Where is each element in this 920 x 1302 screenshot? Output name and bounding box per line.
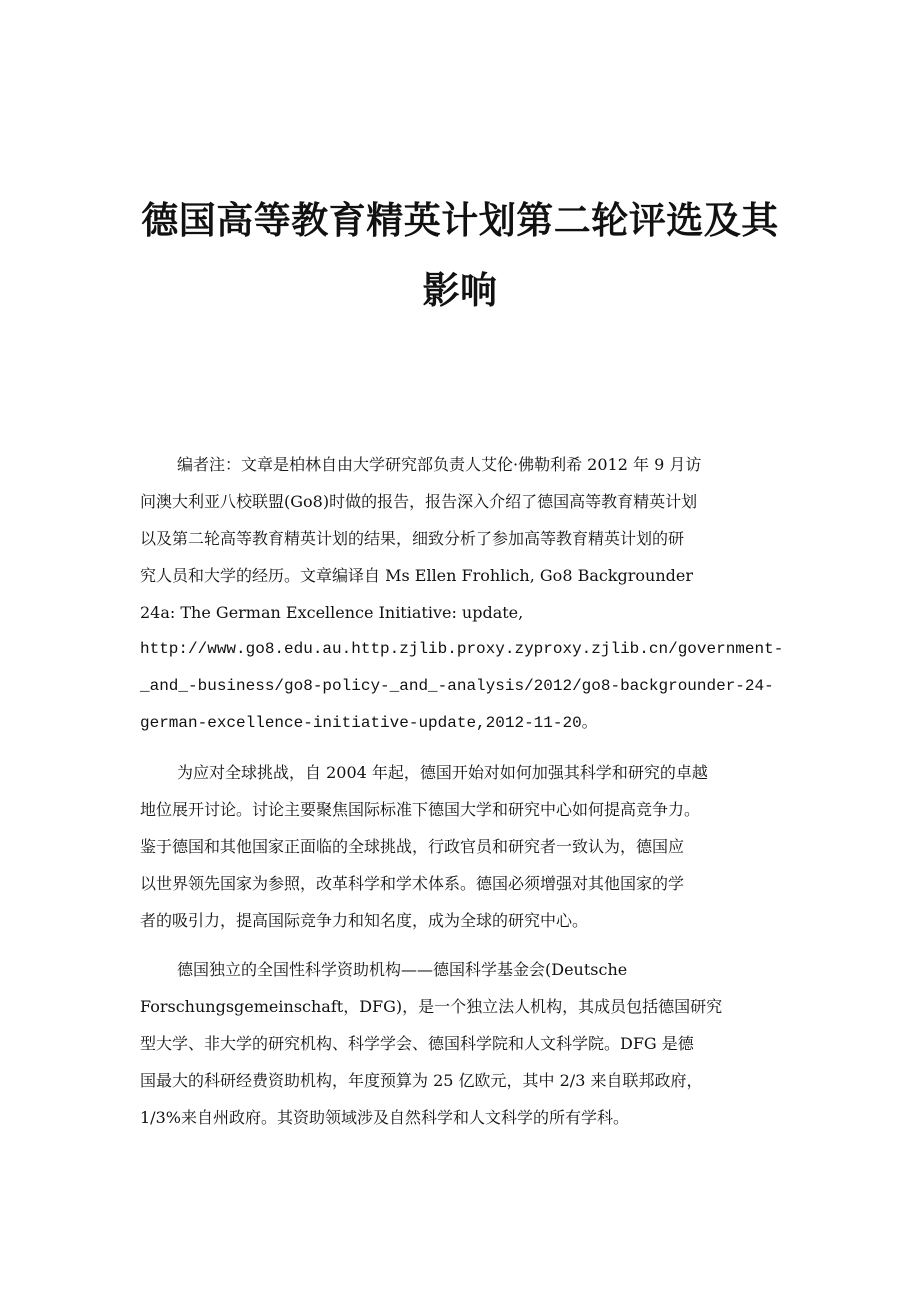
paragraph-line: 鉴于德国和其他国家正面临的全球挑战，行政官员和研究者一致认为，德国应 (140, 837, 685, 856)
paragraph-line: 究人员和大学的经历。文章编译自 Ms Ellen Frohlich, Go8 Backgrounder (140, 566, 694, 585)
paragraph-line: 德国独立的全国性科学资助机构——德国科学基金会(Deutsche (177, 960, 628, 979)
paragraph-line: 以世界领先国家为参照，改革科学和学术体系。德国必须增强对其他国家的学 (140, 874, 685, 893)
editor-note-paragraph (140, 446, 784, 742)
source-url-line: _and_-business/go8-policy-_and_-analysis/2012/go8-backgrounder-24- (140, 677, 774, 695)
title-line-1: 德国高等教育精英计划第二轮评选及其 (141, 199, 779, 242)
paragraph-line: Forschungsgemeinschaft，DFG)，是一个独立法人机构，其成员包括德国研究 (140, 997, 723, 1016)
paragraph-line: 地位展开讨论。讨论主要聚焦国际标准下德国大学和研究中心如何提高竞争力。 (140, 800, 701, 819)
paragraph-line: 24a: The German Excellence Initiative: update, (140, 603, 524, 622)
global-challenge-paragraph (140, 754, 780, 939)
source-url-line: http://www.go8.edu.au.http.zjlib.proxy.zyproxy.zjlib.cn/government- (140, 640, 784, 658)
paragraph-line: 问澳大利亚八校联盟(Go8)时做的报告，报告深入介绍了德国高等教育精英计划 (140, 492, 698, 511)
dfg-paragraph (140, 951, 780, 1136)
paragraph-line: 国最大的科研经费资助机构，年度预算为 25 亿欧元，其中 2/3 来自联邦政府， (140, 1071, 703, 1090)
paragraph-line: 型大学、非大学的研究机构、科学学会、德国科学院和人文科学院。DFG 是德 (140, 1034, 694, 1053)
paragraph-line: 1/3%来自州政府。其资助领域涉及自然科学和人文科学的所有学科。 (140, 1108, 629, 1127)
paragraph-line: 者的吸引力，提高国际竞争力和知名度，成为全球的研究中心。 (140, 911, 589, 930)
paragraph-line: 为应对全球挑战，自 2004 年起，德国开始对如何加强其科学和研究的卓越 (177, 763, 708, 782)
paragraph-line: 以及第二轮高等教育精英计划的结果，细致分析了参加高等教育精英计划的研 (140, 529, 685, 548)
document-title (140, 186, 780, 326)
paragraph-line: 编者注：文章是柏林自由大学研究部负责人艾伦·佛勒利希 2012 年 9 月访 (177, 455, 702, 474)
source-url-line: german-excellence-initiative-update,2012-11-20。 (140, 714, 598, 732)
title-line-2: 影响 (422, 269, 498, 312)
